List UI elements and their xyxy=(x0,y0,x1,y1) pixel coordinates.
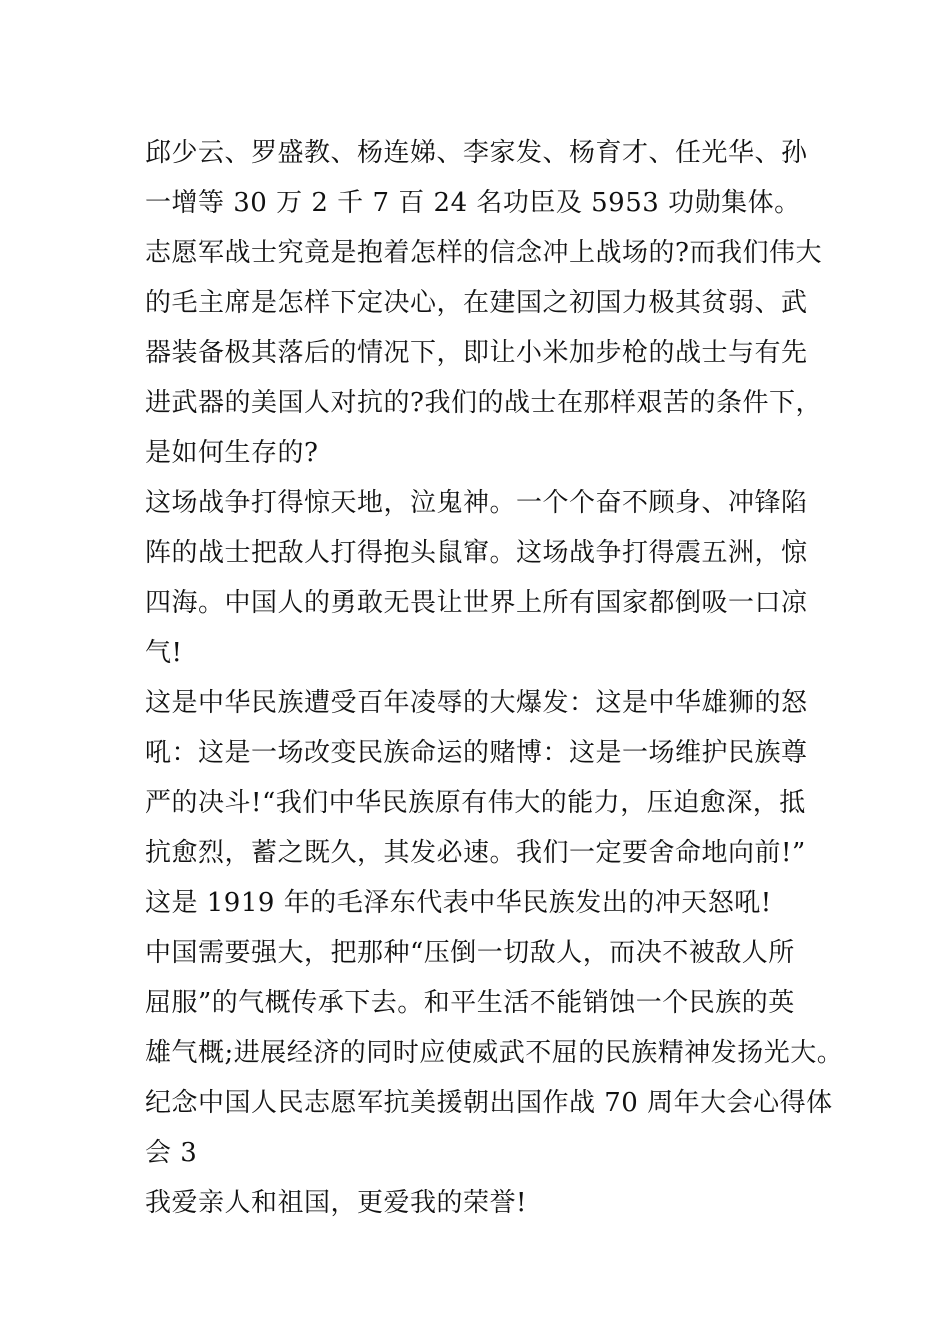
text-line: 四海。中国人的勇敢无畏让世界上所有国家都倒吸一口凉 xyxy=(145,588,808,618)
text-line: 器装备极其落后的情况下，即让小米加步枪的战士与有先 xyxy=(145,338,808,368)
document-body xyxy=(145,128,844,1228)
text-line: 的毛主席是怎样下定决心，在建国之初国力极其贫弱、武 xyxy=(145,288,808,318)
text-line: 邱少云、罗盛教、杨连娣、李家发、杨育才、任光华、孙 xyxy=(145,138,808,168)
text-line: 纪念中国人民志愿军抗美援朝出国作战 70 周年大会心得体 xyxy=(145,1088,833,1118)
text-line: 志愿军战士究竟是抱着怎样的信念冲上战场的?而我们伟大 xyxy=(145,238,822,268)
text-line: 我爱亲人和祖国，更爱我的荣誉! xyxy=(145,1188,527,1218)
text-line: 雄气概;进展经济的同时应使威武不屈的民族精神发扬光大。 xyxy=(145,1038,844,1068)
text-line: 这是中华民族遭受百年凌辱的大爆发：这是中华雄狮的怒 xyxy=(145,688,808,718)
text-line: 阵的战士把敌人打得抱头鼠窜。这场战争打得震五洲，惊 xyxy=(145,538,808,568)
text-line: 抗愈烈，蓄之既久，其发必速。我们一定要舍命地向前!” xyxy=(145,838,806,868)
text-line: 吼：这是一场改变民族命运的赌博：这是一场维护民族尊 xyxy=(145,738,808,768)
text-line: 会 3 xyxy=(145,1138,198,1168)
text-line: 屈服”的气概传承下去。和平生活不能销蚀一个民族的英 xyxy=(145,988,795,1018)
text-line: 一增等 30 万 2 千 7 百 24 名功臣及 5953 功勋集体。 xyxy=(145,188,801,218)
text-line: 是如何生存的? xyxy=(145,438,319,468)
text-line: 这是 1919 年的毛泽东代表中华民族发出的冲天怒吼! xyxy=(145,888,772,918)
text-line: 中国需要强大，把那种“压倒一切敌人，而决不被敌人所 xyxy=(145,938,795,968)
text-line: 气! xyxy=(145,638,183,668)
text-line: 进武器的美国人对抗的?我们的战士在那样艰苦的条件下， xyxy=(145,388,822,418)
text-line: 这场战争打得惊天地，泣鬼神。一个个奋不顾身、冲锋陷 xyxy=(145,488,808,518)
text-line: 严的决斗!“我们中华民族原有伟大的能力，压迫愈深，抵 xyxy=(145,788,806,818)
